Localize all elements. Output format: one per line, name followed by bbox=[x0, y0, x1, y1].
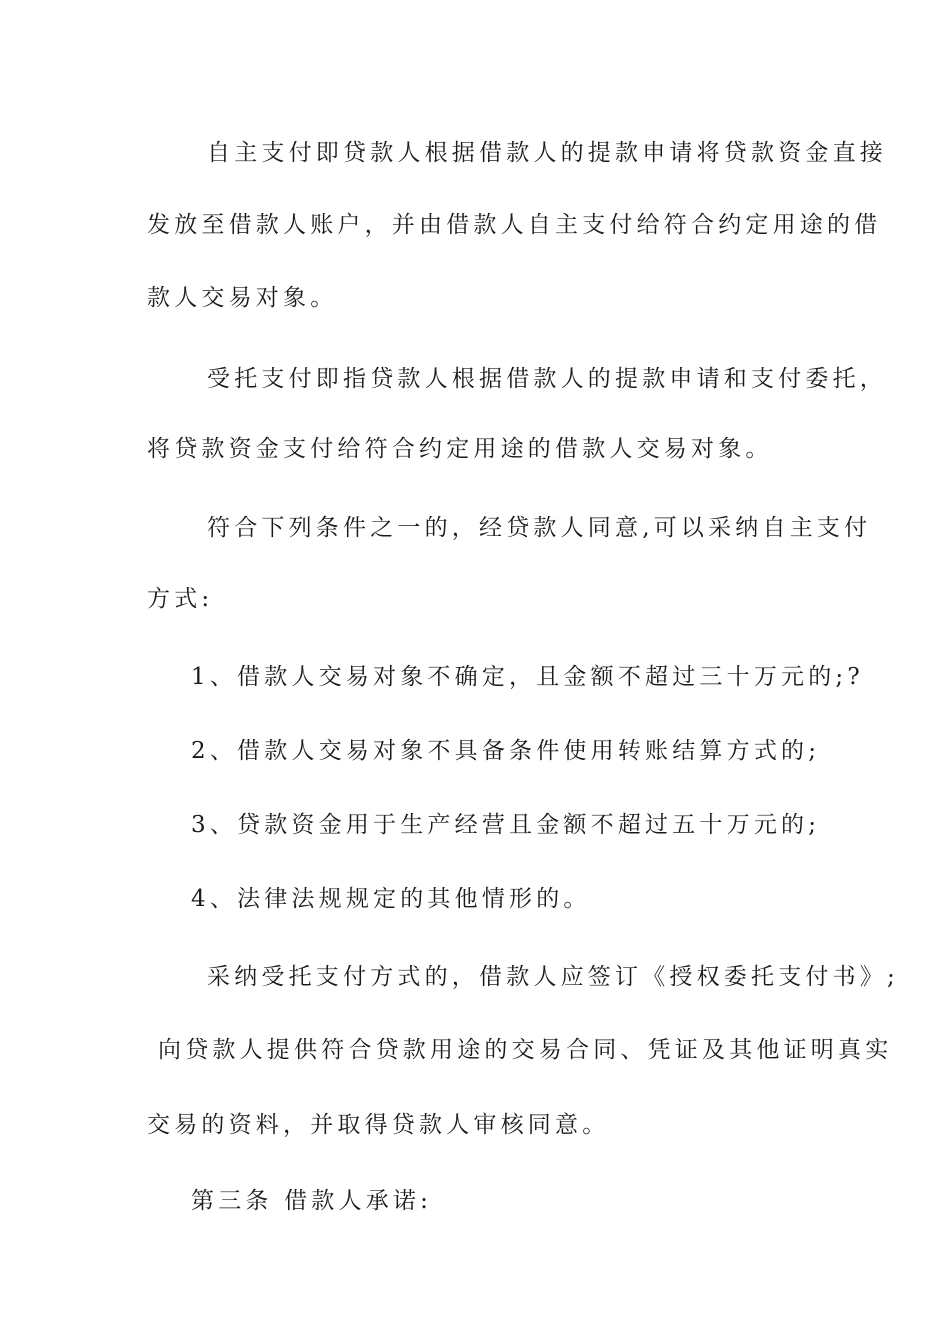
paragraph-conditions-line-2: 方式: bbox=[147, 586, 214, 612]
list-item-4: 4、法律法规规定的其他情形的。 bbox=[191, 886, 591, 912]
list-item-3: 3、贷款资金用于生产经营且金额不超过五十万元的; bbox=[191, 812, 821, 838]
paragraph-self-payment-line-1: 自主支付即贷款人根据借款人的提款申请将贷款资金直接 bbox=[207, 140, 887, 166]
paragraph-conditions-line-1: 符合下列条件之一的，经贷款人同意,可以采纳自主支付 bbox=[207, 515, 872, 541]
paragraph-entrusted-payment-line-1: 受托支付即指贷款人根据借款人的提款申请和支付委托， bbox=[207, 366, 887, 392]
paragraph-entrusted-requirements-line-1: 采纳受托支付方式的，借款人应签订《授权委托支付书》; bbox=[207, 964, 899, 990]
paragraph-entrusted-requirements-line-3: 交易的资料，并取得贷款人审核同意。 bbox=[147, 1112, 610, 1138]
list-item-2: 2、借款人交易对象不具备条件使用转账结算方式的; bbox=[191, 738, 821, 764]
paragraph-self-payment-line-3: 款人交易对象。 bbox=[147, 285, 338, 311]
paragraph-self-payment-line-2: 发放至借款人账户，并由借款人自主支付给符合约定用途的借 bbox=[147, 212, 882, 238]
article-3-heading: 第三条 借款人承诺: bbox=[191, 1188, 433, 1214]
paragraph-entrusted-requirements-line-2: 向贷款人提供符合贷款用途的交易合同、凭证及其他证明真实 bbox=[158, 1037, 893, 1063]
paragraph-entrusted-payment-line-2: 将贷款资金支付给符合约定用途的借款人交易对象。 bbox=[147, 436, 773, 462]
list-item-1: 1、借款人交易对象不确定，且金额不超过三十万元的;? bbox=[191, 664, 864, 690]
